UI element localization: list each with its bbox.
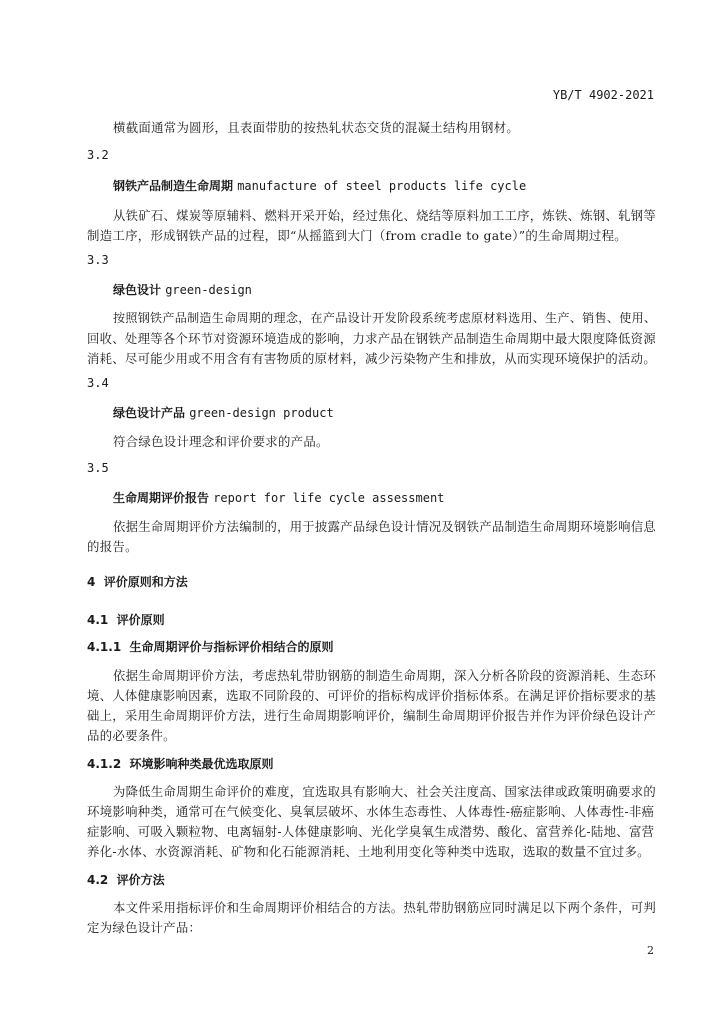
term-3-2 [113,177,526,194]
term-en: report for life cycle assessment [213,491,445,505]
term-zh: 钢铁产品制造生命周期 [113,179,234,193]
text-line: 按照钢铁产品制造生命周期的理念，在产品设计开发阶段系统考虑原材料选用、生产、销售、使用、 [113,311,657,325]
term-en: green-design [165,283,252,297]
term-en: manufacture of steel products life cycle [237,179,527,193]
term-zh: 绿色设计产品 [113,406,186,420]
heading-title: 生命周期评价与指标评价相结合的原则 [129,640,334,654]
clause-number-3-5: 3.5 [87,461,109,475]
heading-number: 4.1.1 [87,640,122,654]
text-line: 养化-水体、水资源消耗、矿物和化石能源消耗、土地利用变化等种类中选取，选取的数量不宜过多。 [87,844,650,859]
page-number: 2 [647,944,654,957]
text-line: 品的必要条件。 [87,728,176,743]
text-line: 从铁矿石、煤炭等原辅料、燃料开采开始，经过焦化、烧结等原料加工工序，炼铁、炼钢、轧钢等 [113,209,657,223]
heading-title: 评价原则和方法 [103,575,188,589]
clause-number-3-4: 3.4 [87,376,109,390]
term-zh: 生命周期评价报告 [113,491,210,505]
term-en: green-design product [189,406,334,420]
text-line: 符合绿色设计理念和评价要求的产品。 [113,434,329,449]
heading-4-1-2 [87,755,274,772]
text-line: 症影响、可吸入颗粒物、电离辐射-人体健康影响、光化学臭氧生成潜势、酸化、富营养化-陆地、富营 [87,824,655,839]
term-3-3 [113,281,252,298]
heading-number: 4.2 [87,873,109,887]
text-line: 境、人体健康影响因素，选取不同阶段的、可评价的指标构成评价指标体系。在满足评价指标要求的基 [87,689,656,703]
heading-4-1-1 [87,638,334,655]
text-line: 依据生命周期评价方法，考虑热轧带肋钢筋的制造生命周期，深入分析各阶段的资源消耗、生态环 [113,669,657,683]
heading-title: 评价方法 [116,873,165,887]
text-line: 础上，采用生命周期评价方法，进行生命周期影响评价，编制生命周期评价报告并作为评价绿色设计产 [87,709,656,723]
text-line: 的报告。 [87,539,138,554]
heading-4-2 [87,871,165,888]
heading-title: 环境影响种类最优选取原则 [129,757,274,771]
text-line: 为降低生命周期生命评价的难度，宜选取具有影响大、社会关注度高、国家法律或政策明确要求的 [113,785,657,799]
text-line: 依据生命周期评价方法编制的，用于披露产品绿色设计情况及钢铁产品制造生命周期环境影响信息 [113,520,657,534]
clause-number-3-3: 3.3 [87,253,109,267]
text-line: 回收、处理等各个环节对资源环境造成的影响，力求产品在钢铁产品制造生命周期中最大限度降低资源 [87,332,656,346]
term-zh: 绿色设计 [113,283,162,297]
text-line: 定为绿色设计产品： [87,920,202,935]
text-line: 横截面通常为圆形，且表面带肋的按热轧状态交货的混凝土结构用钢材。 [113,120,520,135]
text-line: 制造工序，形成钢铁产品的过程，即“从摇篮到大门（from cradle to gate）”的生命周期过程。 [87,228,627,243]
heading-title: 评价原则 [116,613,165,627]
text-line: 本文件采用指标评价和生命周期评价相结合的方法。热轧带肋钢筋应同时满足以下两个条件，可判 [113,901,657,915]
standard-number: YB/T 4902-2021 [552,88,654,102]
heading-number: 4.1.2 [87,757,122,771]
clause-number-3-2: 3.2 [87,148,109,162]
text-line: 环境影响种类，通常可在气候变化、臭氧层破坏、水体生态毒性、人体毒性-癌症影响、人体毒性-非癌 [87,804,655,819]
heading-number: 4 [87,575,96,589]
heading-4 [87,573,188,590]
text-line: 消耗、尽可能少用或不用含有有害物质的原材料，减少污染物产生和排放，从而实现环境保护的活动。 [87,352,656,366]
term-3-5 [113,489,444,506]
heading-4-1 [87,611,165,628]
heading-number: 4.1 [87,613,109,627]
term-3-4 [113,404,334,421]
